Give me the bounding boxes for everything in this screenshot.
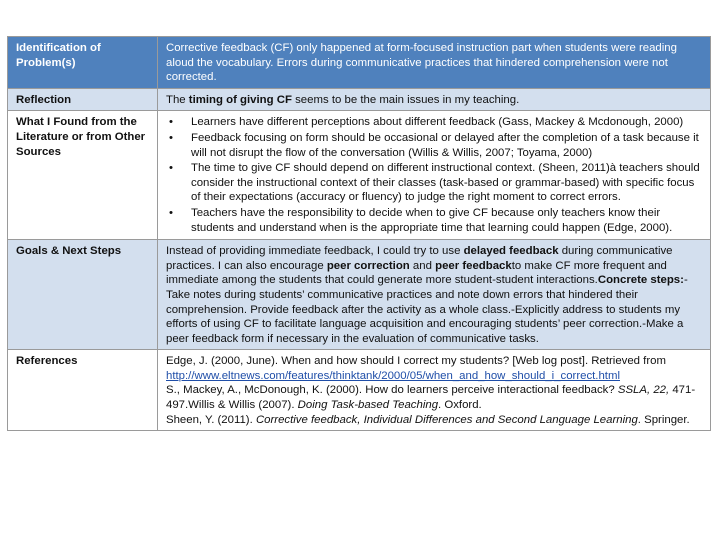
reflection-bold: timing of giving CF bbox=[188, 93, 292, 106]
gass-post: 471-497.Willis & Willis (2007). bbox=[166, 384, 696, 412]
row-literature bbox=[8, 111, 711, 240]
goals-text bbox=[158, 240, 711, 350]
references-content bbox=[158, 350, 711, 431]
reflection-text bbox=[158, 88, 711, 111]
list-item bbox=[166, 161, 702, 205]
goals-t5: -Take notes during students’ communicative practices and note down errors that hindered their comprehension. Provide feedback after the activity as a whole class.-Explicitly address to students my efforts of using CF to facilitate language acquisition and encouraging students’ peer correction.-Make a peer feedback form if necessary in the evaluation of communicative tasks. bbox=[166, 274, 688, 345]
reference-url-link[interactable]: http://www.eltnews.com/features/thinktank/2000/05/when_and_how_should_i_correct.html bbox=[166, 369, 620, 382]
bullet-icon: • bbox=[169, 131, 173, 144]
reference-sheen bbox=[166, 413, 702, 428]
gass-ital: SSLA, 22, bbox=[617, 384, 670, 397]
reflection-pre: The bbox=[166, 93, 189, 106]
bullet-text: Feedback focusing on form should be occasional or delayed after the completion of a task because it will not disrupt the flow of the conversation (Willis & Willis, 2007; Toyama, 2000) bbox=[191, 131, 699, 159]
sheen-ital: Corrective feedback, Individual Differences and Second Language Learning bbox=[255, 413, 638, 426]
bullet-text: The time to give CF should depend on different instructional context. (Sheen, 2011)à teachers should consider the instructional context of their classes (task-based or grammar-based) with specific focus of their expectations (accuracy or fluency) to judge the right moment to correct errors. bbox=[191, 162, 700, 204]
bullet-icon: • bbox=[169, 206, 173, 219]
row-references bbox=[8, 350, 711, 431]
list-item bbox=[166, 131, 702, 160]
goals-t1: Instead of providing immediate feedback, I could try to use bbox=[166, 245, 464, 258]
references-label: References bbox=[8, 350, 158, 431]
goals-t2: during communicative practices. I can also encourage bbox=[166, 245, 673, 272]
goals-label: Goals & Next Steps bbox=[8, 240, 158, 350]
identification-text: Corrective feedback (CF) only happened at form-focused instruction part when students were reading aloud the vocabulary. Errors during communicative practices that hindered comprehension were not corrected. bbox=[158, 37, 711, 89]
bullet-icon: • bbox=[169, 116, 173, 129]
literature-bullet-list bbox=[166, 115, 702, 235]
goals-b3: peer feedback bbox=[435, 259, 512, 272]
row-goals bbox=[8, 240, 711, 350]
reflection-label: Reflection bbox=[8, 88, 158, 111]
bullet-text: Teachers have the responsibility to decide when to give CF because only teachers know their students and understand when is the appropriate time that learning could happen (Edge, 2000). bbox=[191, 206, 673, 234]
reference-gass-willis bbox=[166, 383, 702, 412]
identification-label: Identification of Problem(s) bbox=[8, 37, 158, 89]
willis-post: . Oxford. bbox=[438, 399, 482, 412]
goals-t3: and bbox=[409, 259, 436, 272]
goals-b1: delayed feedback bbox=[463, 245, 559, 258]
list-item bbox=[166, 206, 702, 235]
goals-t4: to make CF more frequent and immediate among the students that could generate more student-student interactions. bbox=[166, 259, 667, 287]
bullet-text: Learners have different perceptions about different feedback (Gass, Mackey & Mcdonough, 2000) bbox=[191, 116, 684, 129]
row-identification bbox=[8, 37, 711, 89]
list-item bbox=[166, 115, 702, 130]
sheen-post: . Springer. bbox=[637, 413, 690, 426]
gass-pre: S., Mackey, A., McDonough, K. (2000). How do learners perceive interactional feedback? bbox=[166, 384, 618, 397]
reference-edge: Edge, J. (2000, June). When and how should I correct my students? [Web log post]. Retrieved from bbox=[166, 355, 666, 368]
row-reflection bbox=[8, 88, 711, 111]
goals-b4: Concrete steps: bbox=[597, 274, 684, 287]
literature-label: What I Found from the Literature or from Other Sources bbox=[8, 111, 158, 240]
bullet-icon: • bbox=[169, 162, 173, 175]
literature-content bbox=[158, 111, 711, 240]
reflection-post: seems to be the main issues in my teaching. bbox=[291, 93, 520, 106]
goals-b2: peer correction bbox=[326, 259, 410, 272]
willis-ital: Doing Task-based Teaching bbox=[297, 399, 439, 412]
reflection-table bbox=[7, 36, 711, 431]
sheen-pre: Sheen, Y. (2011). bbox=[166, 413, 256, 426]
